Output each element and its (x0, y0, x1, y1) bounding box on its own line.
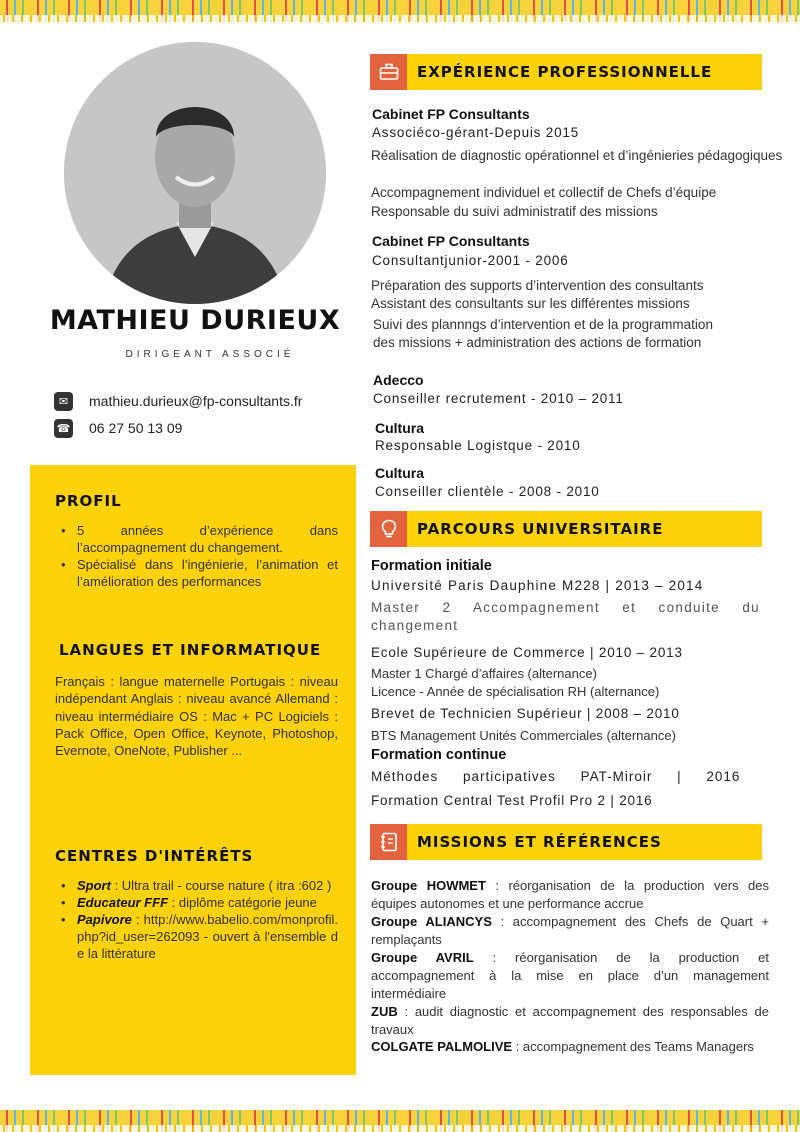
list-item: • Sport : Ultra trail - course nature ( itra :602 ) (58, 878, 338, 895)
experience-header (370, 54, 762, 90)
phone-icon: ☎ (54, 419, 73, 438)
email-text[interactable]: mathieu.durieux@fp-consultants.fr (89, 393, 303, 409)
job2-desc3: Suivi des plannngs d’intervention et de la programmation (373, 317, 713, 332)
list-item: • Educateur FFF : diplôme catégorie jeune (58, 895, 338, 912)
education-title: PARCOURS UNIVERSITAIRE (417, 520, 664, 538)
notebook-icon (370, 824, 407, 860)
esc-desc1: Master 1 Chargé d’affaires (alternance) (371, 666, 597, 681)
bts-desc: BTS Management Unités Commerciales (alternance) (371, 728, 676, 743)
job3-company: Adecco (373, 372, 424, 388)
list-item: • 5 années d’expérience dans l’accompagnement du changement. (58, 523, 338, 557)
esc-desc2: Licence - Année de spécialisation RH (alternance) (371, 684, 660, 699)
lightbulb-icon (370, 511, 407, 547)
briefcase-icon (370, 54, 407, 90)
job1-desc2: Accompagnement individuel et collectif de Chefs d’équipe (371, 185, 717, 200)
list-item: Groupe AVRIL : réorganisation de la production et accompagnement à la mise en place d’un management intermédiaire (371, 949, 769, 1001)
formation-initiale-heading: Formation initiale (371, 558, 492, 574)
decorative-band-bottom (0, 1110, 800, 1132)
formation-continue-heading: Formation continue (371, 747, 507, 763)
list-item: Groupe ALIANCYS : accompagnement des Chefs de Quart + remplaçants (371, 913, 769, 947)
continue-line1: Méthodes participatives PAT-Miroir | 2016 (371, 769, 741, 784)
job2-desc4: des missions + administration des actions de formation (373, 335, 702, 350)
job2-role: Consultantjunior-2001 - 2006 (372, 253, 569, 268)
job1-company: Cabinet FP Consultants (372, 106, 530, 122)
esc-line: Ecole Supérieure de Commerce | 2010 – 2013 (371, 645, 683, 660)
missions-list (371, 877, 769, 1056)
job1-desc1: Réalisation de diagnostic opérationnel et d’ingénieries pédagogiques (371, 148, 783, 163)
profil-heading: PROFIL (55, 492, 122, 510)
experience-title: EXPÉRIENCE PROFESSIONNELLE (417, 63, 713, 81)
list-item: ZUB : audit diagnostic et accompagnement des responsables de travaux (371, 1003, 769, 1037)
missions-header (370, 824, 762, 860)
interets-heading: CENTRES D'INTÉRÊTS (55, 847, 254, 865)
job2-company: Cabinet FP Consultants (372, 233, 530, 249)
interets-list (58, 878, 338, 962)
candidate-name: MATHIEU DURIEUX (49, 305, 341, 336)
langues-text: Français : langue maternelle Portugais : niveau indépendant Anglais : niveau avancé Allemand : niveau intermédiaire OS : Mac + PC Logiciels : Pack Office, Open Office, Keynote, Photoshop, Evernote, OneNote, Publisher ... (55, 674, 338, 759)
missions-title: MISSIONS ET RÉFÉRENCES (417, 833, 662, 851)
job1-role: Associéco-gérant-Depuis 2015 (372, 125, 580, 140)
langues-heading: LANGUES ET INFORMATIQUE (59, 641, 322, 659)
left-panel (30, 465, 356, 1075)
list-item: Groupe HOWMET : réorganisation de la production vers des équipes autonomes et une performance accrue (371, 878, 769, 911)
candidate-role: DIRIGEANT ASSOCIÉ (125, 349, 295, 360)
decorative-band-top (0, 0, 800, 22)
job2-desc2: Assistant des consultants sur les différentes missions (371, 296, 690, 311)
job1-desc3: Responsable du suivi administratif des missions (371, 204, 658, 219)
dauphine-line: Université Paris Dauphine M228 | 2013 – 2014 (371, 578, 704, 593)
contact-phone (54, 418, 182, 438)
profil-list (58, 523, 338, 591)
dauphine-desc: Master 2 Accompagnement et conduite du changement (371, 600, 760, 634)
job2-desc1: Préparation des supports d’intervention des consultants (371, 278, 704, 293)
education-header (370, 511, 762, 547)
job4-company: Cultura (375, 420, 424, 436)
job4-role: Responsable Logistque - 2010 (375, 438, 581, 453)
profile-photo (64, 42, 326, 304)
job5-role: Conseiller clientèle - 2008 - 2010 (375, 484, 600, 499)
bts-line: Brevet de Technicien Supérieur | 2008 – 2010 (371, 706, 680, 721)
mail-icon: ✉ (54, 392, 73, 411)
contact-email (54, 391, 302, 411)
list-item: COLGATE PALMOLIVE : accompagnement des Teams Managers (371, 1039, 754, 1055)
list-item: • Spécialisé dans l’ingénierie, l’animation et l’amélioration des performances (58, 557, 338, 591)
list-item: • Papivore : http://www.babelio.com/monprofil.php?id_user=262093 - ouvert à l'ensemble de la littérature (58, 912, 338, 963)
job5-company: Cultura (375, 465, 424, 481)
job3-role: Conseiller recrutement - 2010 – 2011 (373, 391, 624, 406)
phone-text[interactable]: 06 27 50 13 09 (89, 420, 183, 436)
continue-line2: Formation Central Test Profil Pro 2 | 2016 (371, 793, 653, 808)
